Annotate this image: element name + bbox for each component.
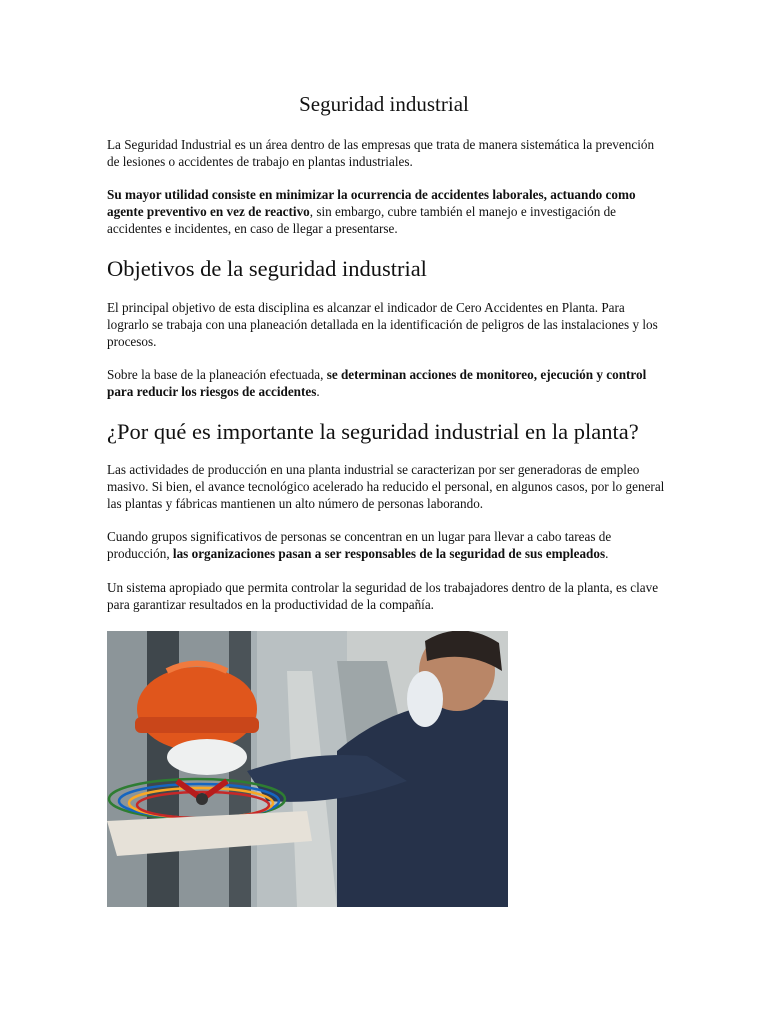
objectives-p2-start: Sobre la base de la planeación efectuada,	[107, 367, 327, 382]
importance-p2-start: Cuando grupos significativos de personas se concentran en un lugar para llevar a cabo tareas de producción,	[107, 529, 612, 561]
utility-bold-text: Su mayor utilidad consiste en minimizar la ocurrencia de accidentes laborales, actuando como agente preventivo en vez de reactivo	[107, 187, 636, 219]
objectives-paragraph-1: El principal objetivo de esta disciplina es alcanzar el indicador de Cero Accidentes en Planta. Para lograrlo se trabaja con una planeación detallada en la identificación de peligros de las instalaciones y los procesos.	[107, 300, 658, 349]
worker-photo	[107, 631, 508, 907]
objectives-paragraph-2	[107, 367, 667, 401]
worker-illustration	[107, 631, 508, 907]
importance-paragraph-1: Las actividades de producción en una planta industrial se caracterizan por ser generadoras de empleo masivo. Si bien, el avance tecnológico acelerado ha reducido el personal, en algunos casos, por lo general las plantas y fábricas mantienen un alto número de personas laborando.	[107, 462, 665, 511]
importance-heading: ¿Por qué es importante la seguridad industrial en la planta?	[107, 419, 639, 444]
importance-paragraph-3: Un sistema apropiado que permita controlar la seguridad de los trabajadores dentro de la planta, es clave para garantizar resultados en la productividad de la compañía.	[107, 580, 659, 612]
utility-rest-text: , sin embargo, cubre también el manejo e investigación de accidentes e incidentes, en caso de llegar a presentarse.	[107, 203, 617, 236]
page-title: Seguridad industrial	[299, 92, 469, 116]
objectives-p2-bold: se determinan acciones de monitoreo, ejecución y control para reducir los riesgos de accidentes	[107, 367, 647, 399]
importance-p2-end: .	[605, 545, 609, 561]
importance-p2-bold: las organizaciones pasan a ser responsables de la seguridad de sus empleados	[172, 545, 606, 561]
utility-paragraph	[107, 187, 667, 237]
objectives-heading: Objetivos de la seguridad industrial	[107, 256, 427, 281]
intro-paragraph: La Seguridad Industrial es un área dentro de las empresas que trata de manera sistemática la prevención de lesiones o accidentes de trabajo en plantas industriales.	[107, 137, 655, 169]
importance-paragraph-2	[107, 529, 667, 563]
objectives-p2-end: .	[316, 383, 320, 399]
